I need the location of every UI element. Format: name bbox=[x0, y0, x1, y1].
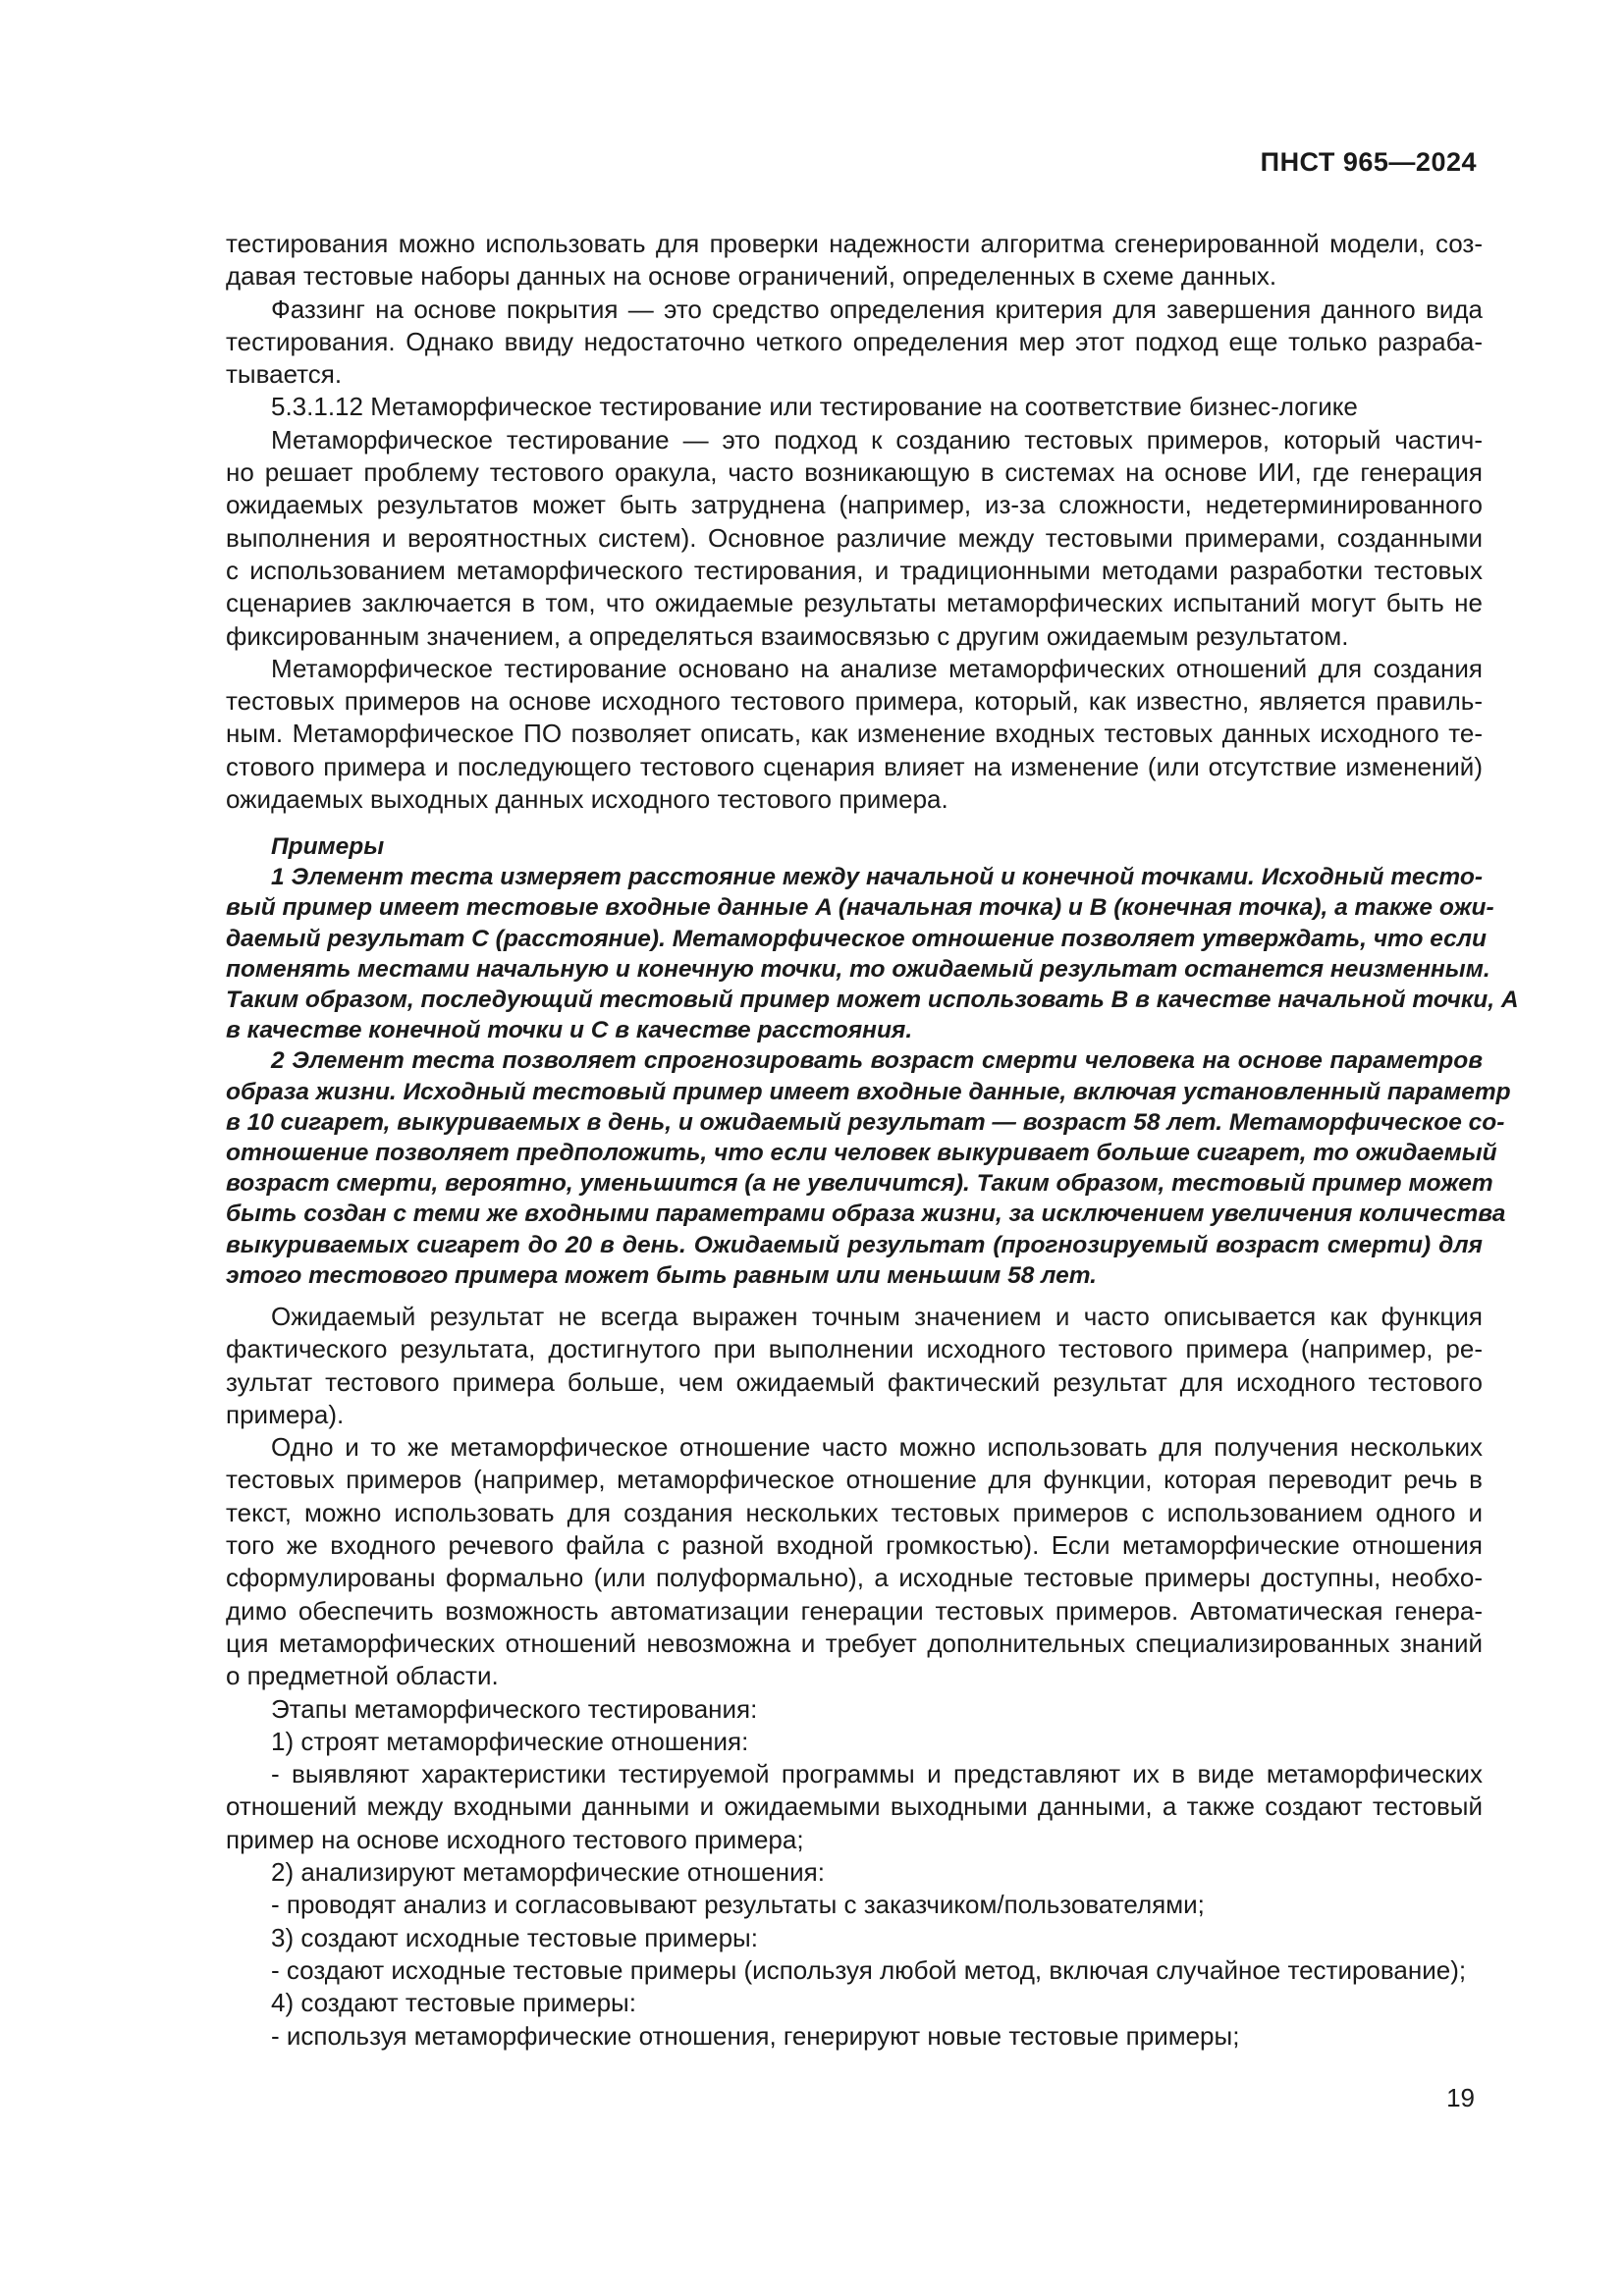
examples-line: 2 Элемент теста позволяет спрогнозировать возраст смерти человека на основе параметров bbox=[271, 1047, 1483, 1075]
block1-line: выполнения и вероятностных систем). Основное различие между тестовыми примерами, созданными bbox=[226, 522, 1483, 553]
examples-line: возраст смерти, вероятно, уменьшится (а не увеличится). Таким образом, тестовый пример может bbox=[226, 1170, 1493, 1198]
block2-line: сформулированы формально (или полуформально), а исходные тестовые примеры доступны, необхо- bbox=[226, 1563, 1483, 1593]
block2-line: - создают исходные тестовые примеры (используя любой метод, включая случайное тестирование); bbox=[271, 1954, 1467, 1985]
block1-line: сценариев заключается в том, что ожидаемые результаты метаморфических испытаний могут быть не bbox=[226, 588, 1483, 618]
block2-line: 2) анализируют метаморфические отношения: bbox=[271, 1857, 825, 1888]
block1-line: Фаззинг на основе покрытия — это средство определения критерия для завершения данного вида bbox=[271, 294, 1483, 324]
block2-line: - проводят анализ и согласовывают результаты с заказчиком/пользователями; bbox=[271, 1890, 1205, 1920]
block1-line: тывается. bbox=[226, 359, 343, 390]
examples-line: в качестве конечной точки и C в качестве расстояния. bbox=[226, 1017, 913, 1044]
examples-block bbox=[226, 831, 1519, 1291]
examples-line: выкуриваемых сигарет до 20 в день. Ожидаемый результат (прогнозируемый возраст смерти) для bbox=[226, 1231, 1483, 1258]
examples-line: этого тестового примера может быть равным или меньшим 58 лет. bbox=[226, 1261, 1097, 1289]
examples-line: поменять местами начальную и конечную точки, то ожидаемый результат останется неизменным. bbox=[226, 955, 1490, 983]
block2-line: Ожидаемый результат не всегда выражен точным значением и часто описывается как функция bbox=[271, 1302, 1483, 1331]
block1-line: ожидаемых выходных данных исходного тестового примера. bbox=[226, 784, 948, 815]
block2-line: отношений между входными данными и ожидаемыми выходными данными, а также создают тестовый bbox=[226, 1791, 1483, 1822]
block1-line: с использованием метаморфического тестирования, и традиционными методами разработки тестовых bbox=[226, 555, 1483, 585]
block2-line: текст, можно использовать для создания нескольких тестовых примеров с использованием одного и bbox=[226, 1497, 1483, 1527]
block2-line: тестовых примеров (например, метаморфическое отношение для функции, которая переводит речь в bbox=[226, 1465, 1483, 1495]
block1-line: стового примера и последующего тестового сценария влияет на изменение (или отсутствие изменений) bbox=[226, 751, 1483, 781]
examples-line: Таким образом, последующий тестовый пример может использовать B в качестве начальной точки, A bbox=[226, 987, 1519, 1014]
block1-line: фиксированным значением, а определяться взаимосвязью с другим ожидаемым результатом. bbox=[226, 620, 1349, 651]
paragraph-block-2 bbox=[226, 1301, 1483, 2053]
block2-line: зультат тестового примера больше, чем ожидаемый фактический результат для исходного тестового bbox=[226, 1366, 1483, 1397]
block2-line: пример на основе исходного тестового примера; bbox=[226, 1824, 804, 1854]
block2-line: Этапы метаморфического тестирования: bbox=[271, 1693, 758, 1724]
block2-line: ция метаморфических отношений невозможна и требует дополнительных специализированных знаний bbox=[226, 1628, 1483, 1658]
examples-line: образа жизни. Исходный тестовый пример имеет входные данные, включая установленный параметр bbox=[226, 1078, 1511, 1105]
examples-line: отношение позволяет предположить, что если человек выкуривает больше сигарет, то ожидаемый bbox=[226, 1140, 1497, 1167]
examples-line: быть создан с теми же входными параметрами образа жизни, за исключением увеличения количества bbox=[226, 1201, 1506, 1228]
block1-line: но решает проблему тестового оракула, часто возникающую в системах на основе ИИ, где генерация bbox=[226, 457, 1483, 488]
block1-line: давая тестовые наборы данных на основе ограничений, определенных в схеме данных. bbox=[226, 261, 1277, 292]
block2-line: о предметной области. bbox=[226, 1661, 499, 1691]
block2-line: Одно и то же метаморфическое отношение часто можно использовать для получения нескольких bbox=[271, 1432, 1483, 1463]
block1-line: ожидаемых результатов может быть затруднена (например, из-за сложности, недетерминированного bbox=[226, 490, 1483, 520]
block2-line: 3) создают исходные тестовые примеры: bbox=[271, 1922, 758, 1952]
block2-line: димо обеспечить возможность автоматизации генерации тестовых примеров. Автоматическая генера- bbox=[226, 1595, 1483, 1626]
examples-line: 1 Элемент теста измеряет расстояние между начальной и конечной точками. Исходный тесто- bbox=[271, 864, 1483, 891]
block2-line: примера). bbox=[226, 1399, 345, 1429]
examples-line: вый пример имеет тестовые входные данные A (начальная точка) и B (конечная точка), а также ожи- bbox=[226, 894, 1494, 922]
examples-line: в 10 сигарет, выкуриваемых в день, и ожидаемый результат — возраст 58 лет. Метаморфическое со- bbox=[226, 1108, 1505, 1136]
block1-line: 5.3.1.12 Метаморфическое тестирование или тестирование на соответствие бизнес-логике bbox=[271, 392, 1358, 422]
block1-line: тестовых примеров на основе исходного тестового примера, который, как известно, является правиль- bbox=[226, 686, 1483, 717]
block1-line: Метаморфическое тестирование основано на анализе метаморфических отношений для создания bbox=[271, 653, 1483, 683]
examples-line: даемый результат C (расстояние). Метаморфическое отношение позволяет утверждать, что если bbox=[226, 925, 1487, 952]
block2-line: того же входного речевого файла с разной входной громкостью). Если метаморфические отношения bbox=[226, 1530, 1483, 1561]
block1-line: Метаморфическое тестирование — это подход к созданию тестовых примеров, который частич- bbox=[271, 424, 1483, 454]
paragraph-block-1 bbox=[226, 228, 1483, 816]
block2-line: 1) строят метаморфические отношения: bbox=[271, 1726, 749, 1756]
block2-line: 4) создают тестовые примеры: bbox=[271, 1988, 636, 2018]
page-number: 19 bbox=[1446, 2083, 1475, 2112]
block2-line: фактического результата, достигнутого при выполнении исходного тестового примера (например, ре- bbox=[226, 1334, 1483, 1364]
block2-line: - используя метаморфические отношения, генерируют новые тестовые примеры; bbox=[271, 2020, 1240, 2051]
block1-line: ным. Метаморфическое ПО позволяет описать, как изменение входных тестовых данных исходного те- bbox=[226, 719, 1483, 749]
block2-line: - выявляют характеристики тестируемой программы и представляют их в виде метаморфических bbox=[271, 1759, 1483, 1789]
block1-line: тестирования можно использовать для проверки надежности алгоритма сгенерированной модели, соз- bbox=[226, 229, 1483, 258]
document-id-header: ПНСТ 965—2024 bbox=[1260, 147, 1477, 177]
examples-line: Примеры bbox=[271, 833, 385, 860]
block1-line: тестирования. Однако ввиду недостаточно четкого определения мер этот подход еще только разраба- bbox=[226, 326, 1483, 356]
